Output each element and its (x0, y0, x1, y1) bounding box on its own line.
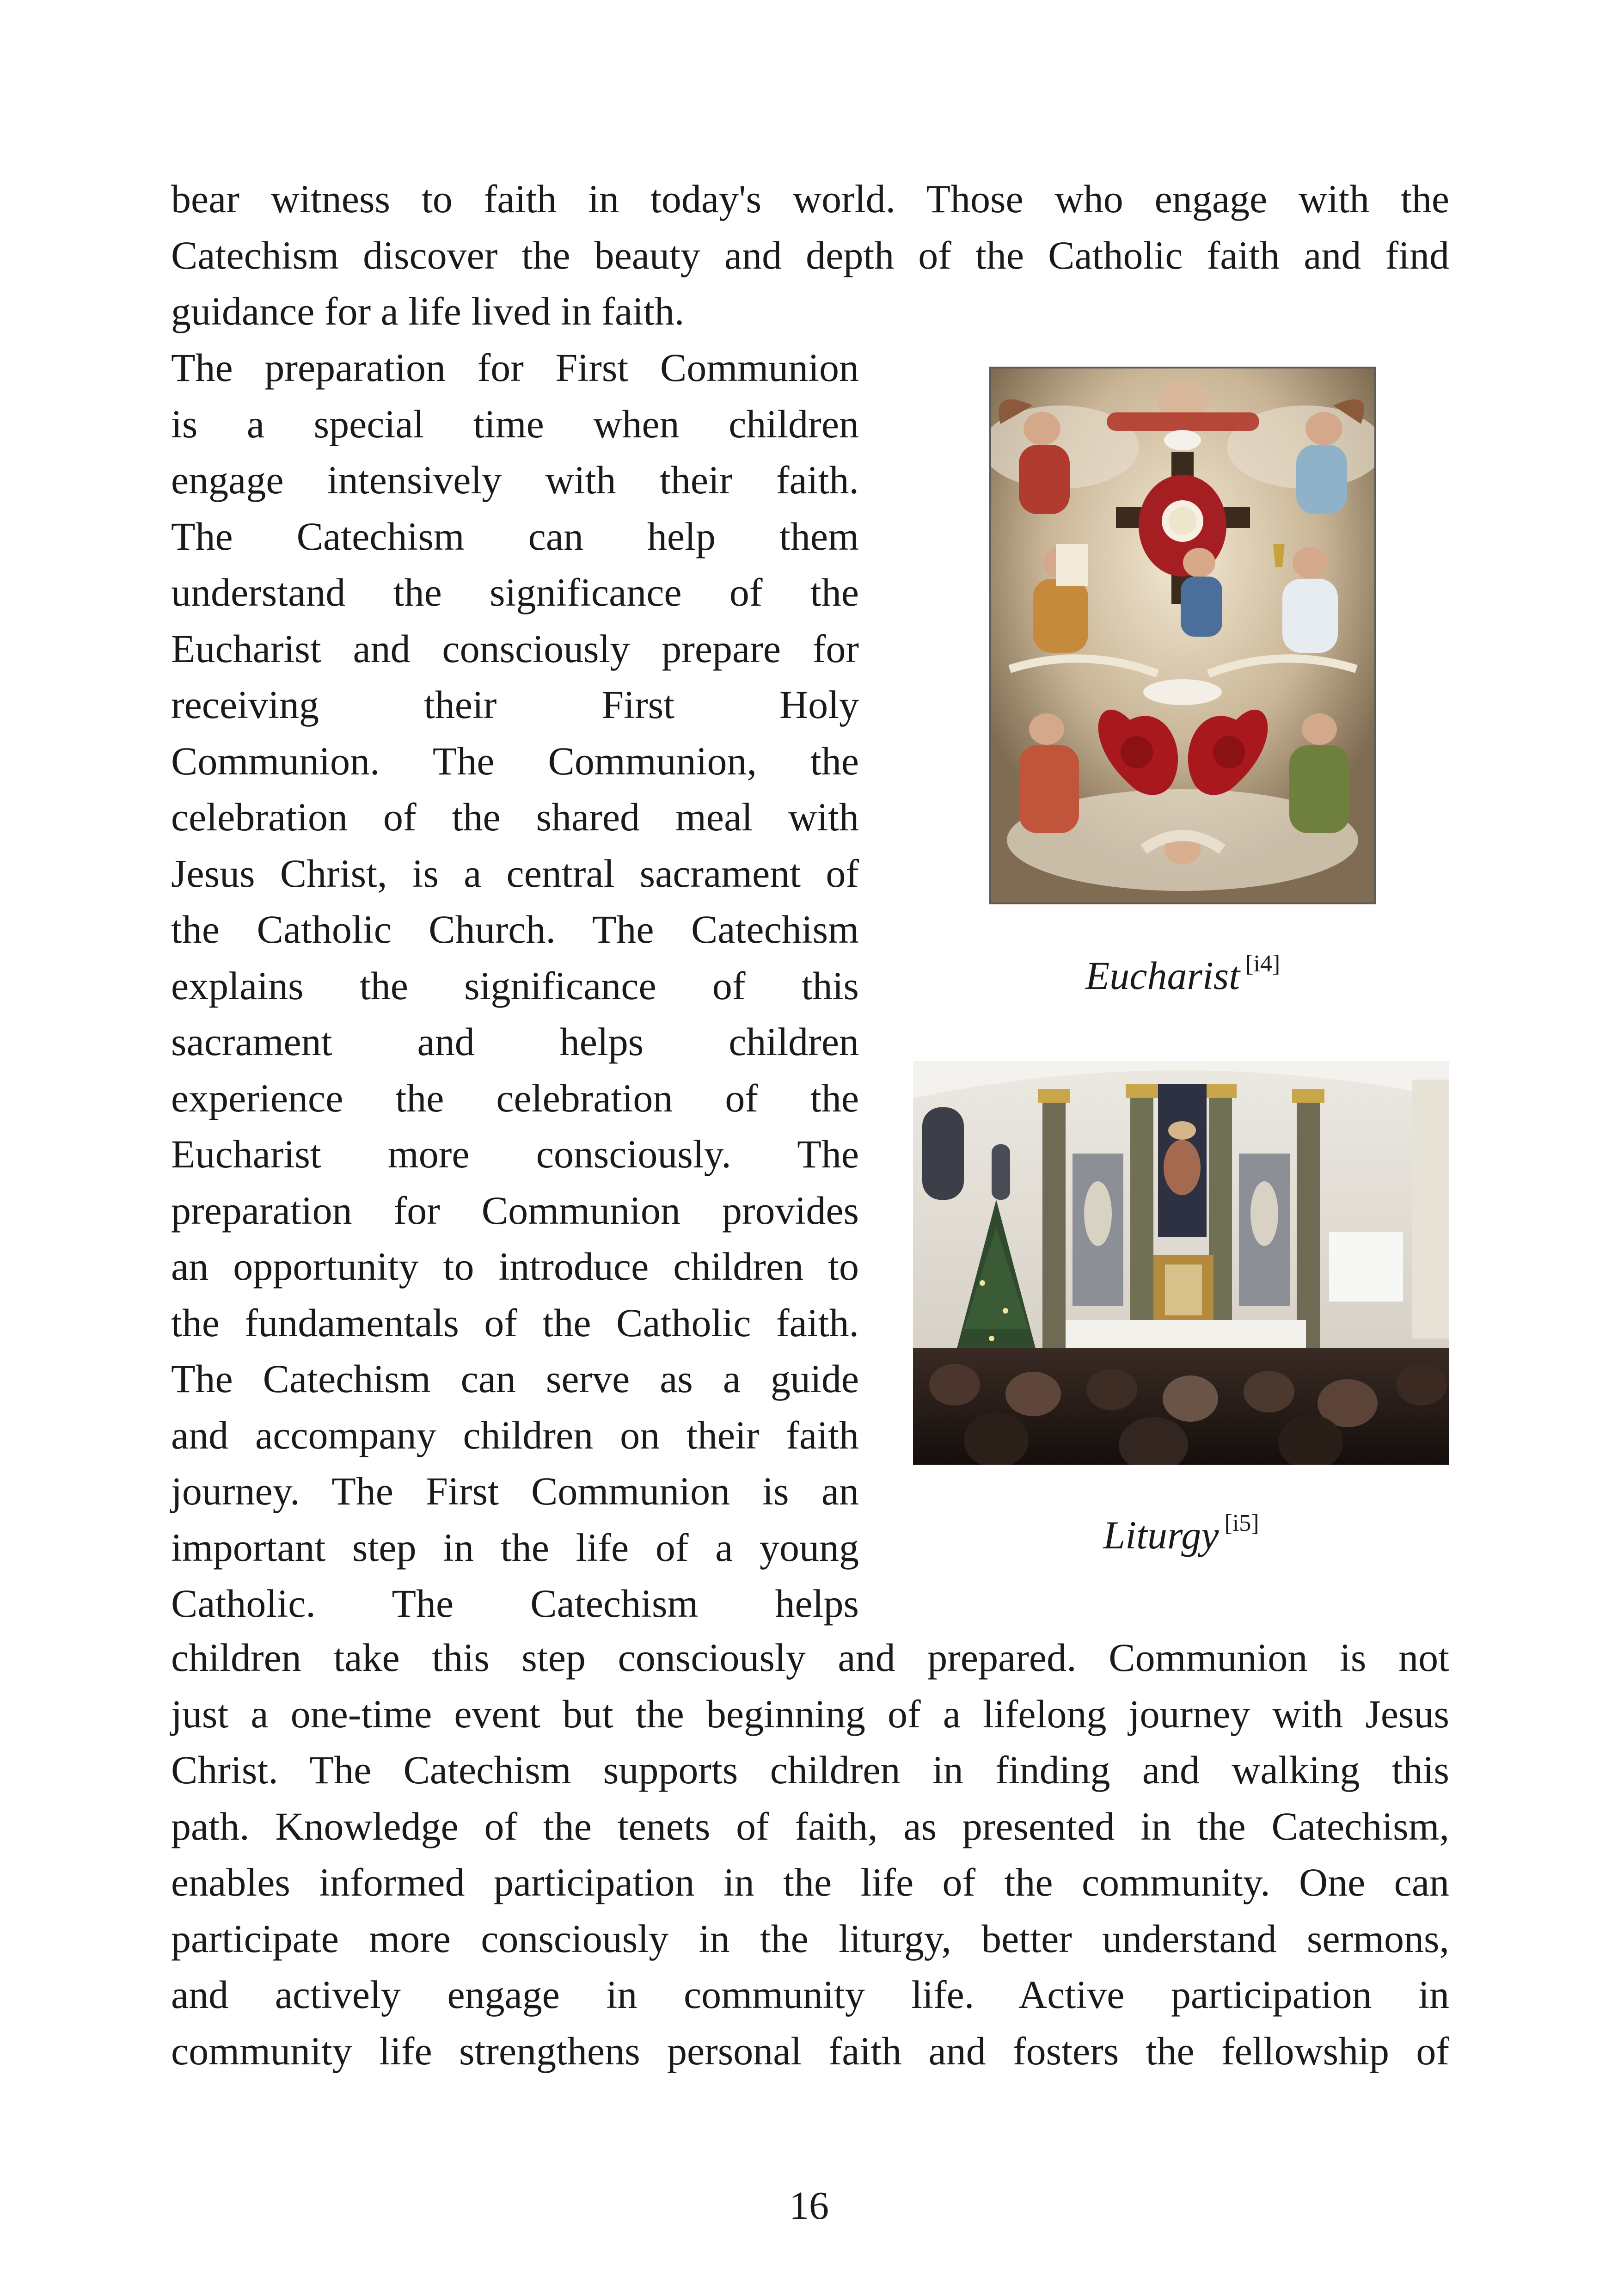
text-line: guidance for a life lived in faith. (171, 289, 685, 333)
text-line: Christ. The Catechism supports children in finding and walking this (171, 1748, 1449, 1792)
text-line: enables informed participation in the life of the community. One can (171, 1860, 1449, 1904)
text-line: Jesus Christ, is a central sacrament of (171, 851, 859, 896)
text-line: just a one-time event but the beginning of a lifelong journey with Jesus (171, 1691, 1449, 1736)
text-line: The Catechism can serve as a guide (171, 1357, 859, 1401)
text-line: Eucharist and consciously prepare for (171, 626, 859, 671)
text-line: and accompany children on their faith (171, 1412, 859, 1457)
text-line: The preparation for First Communion (171, 345, 859, 390)
text-line: the Catholic Church. The Catechism (171, 907, 859, 952)
eucharist-painting-image (989, 367, 1376, 904)
paragraph-top (171, 171, 1449, 340)
text-line: Catechism discover the beauty and depth of the Catholic faith and find (171, 233, 1449, 277)
text-line: receiving their First Holy (171, 682, 859, 727)
text-line: sacrament and helps children (171, 1019, 859, 1064)
text-line: an opportunity to introduce children to (171, 1244, 859, 1289)
text-line: important step in the life of a young (171, 1525, 859, 1570)
text-line: The Catechism can help them (171, 514, 859, 559)
text-line: is a special time when children (171, 401, 859, 446)
text-line: explains the significance of this (171, 963, 859, 1008)
text-line: celebration of the shared meal with (171, 795, 859, 839)
text-line: children take this step consciously and prepared. Communion is not (171, 1635, 1449, 1680)
text-line: engage intensively with their faith. (171, 458, 859, 502)
caption-text: Eucharist (1085, 953, 1240, 998)
page-number: 16 (789, 2183, 829, 2228)
text-line: Catholic. The Catechism helps (171, 1581, 859, 1626)
paragraph-bottom (171, 1630, 1449, 2079)
text-line: bear witness to faith in today's world. Those who engage with the (171, 177, 1449, 221)
caption-reference: [i4] (1245, 951, 1281, 977)
figure-caption-eucharist (989, 952, 1376, 999)
text-line: community life strengthens personal faith and fosters the fellowship of (171, 2028, 1449, 2073)
text-line: Eucharist more consciously. The (171, 1132, 859, 1176)
text-line: experience the celebration of the (171, 1075, 859, 1120)
text-line: journey. The First Communion is an (171, 1469, 859, 1513)
figure-caption-liturgy (913, 1512, 1449, 1558)
paragraph-left-column (171, 340, 859, 1632)
text-line: Communion. The Communion, the (171, 738, 859, 783)
text-line: the fundamentals of the Catholic faith. (171, 1300, 859, 1345)
text-line: path. Knowledge of the tenets of faith, as presented in the Catechism, (171, 1804, 1449, 1848)
text-line: preparation for Communion provides (171, 1188, 859, 1233)
text-line: understand the significance of the (171, 570, 859, 614)
liturgy-church-photo (913, 1061, 1449, 1465)
text-line: and actively engage in community life. Active participation in (171, 1972, 1449, 2017)
text-line: participate more consciously in the liturgy, better understand sermons, (171, 1916, 1449, 1961)
caption-text: Liturgy (1103, 1513, 1219, 1557)
caption-reference: [i5] (1224, 1510, 1259, 1536)
